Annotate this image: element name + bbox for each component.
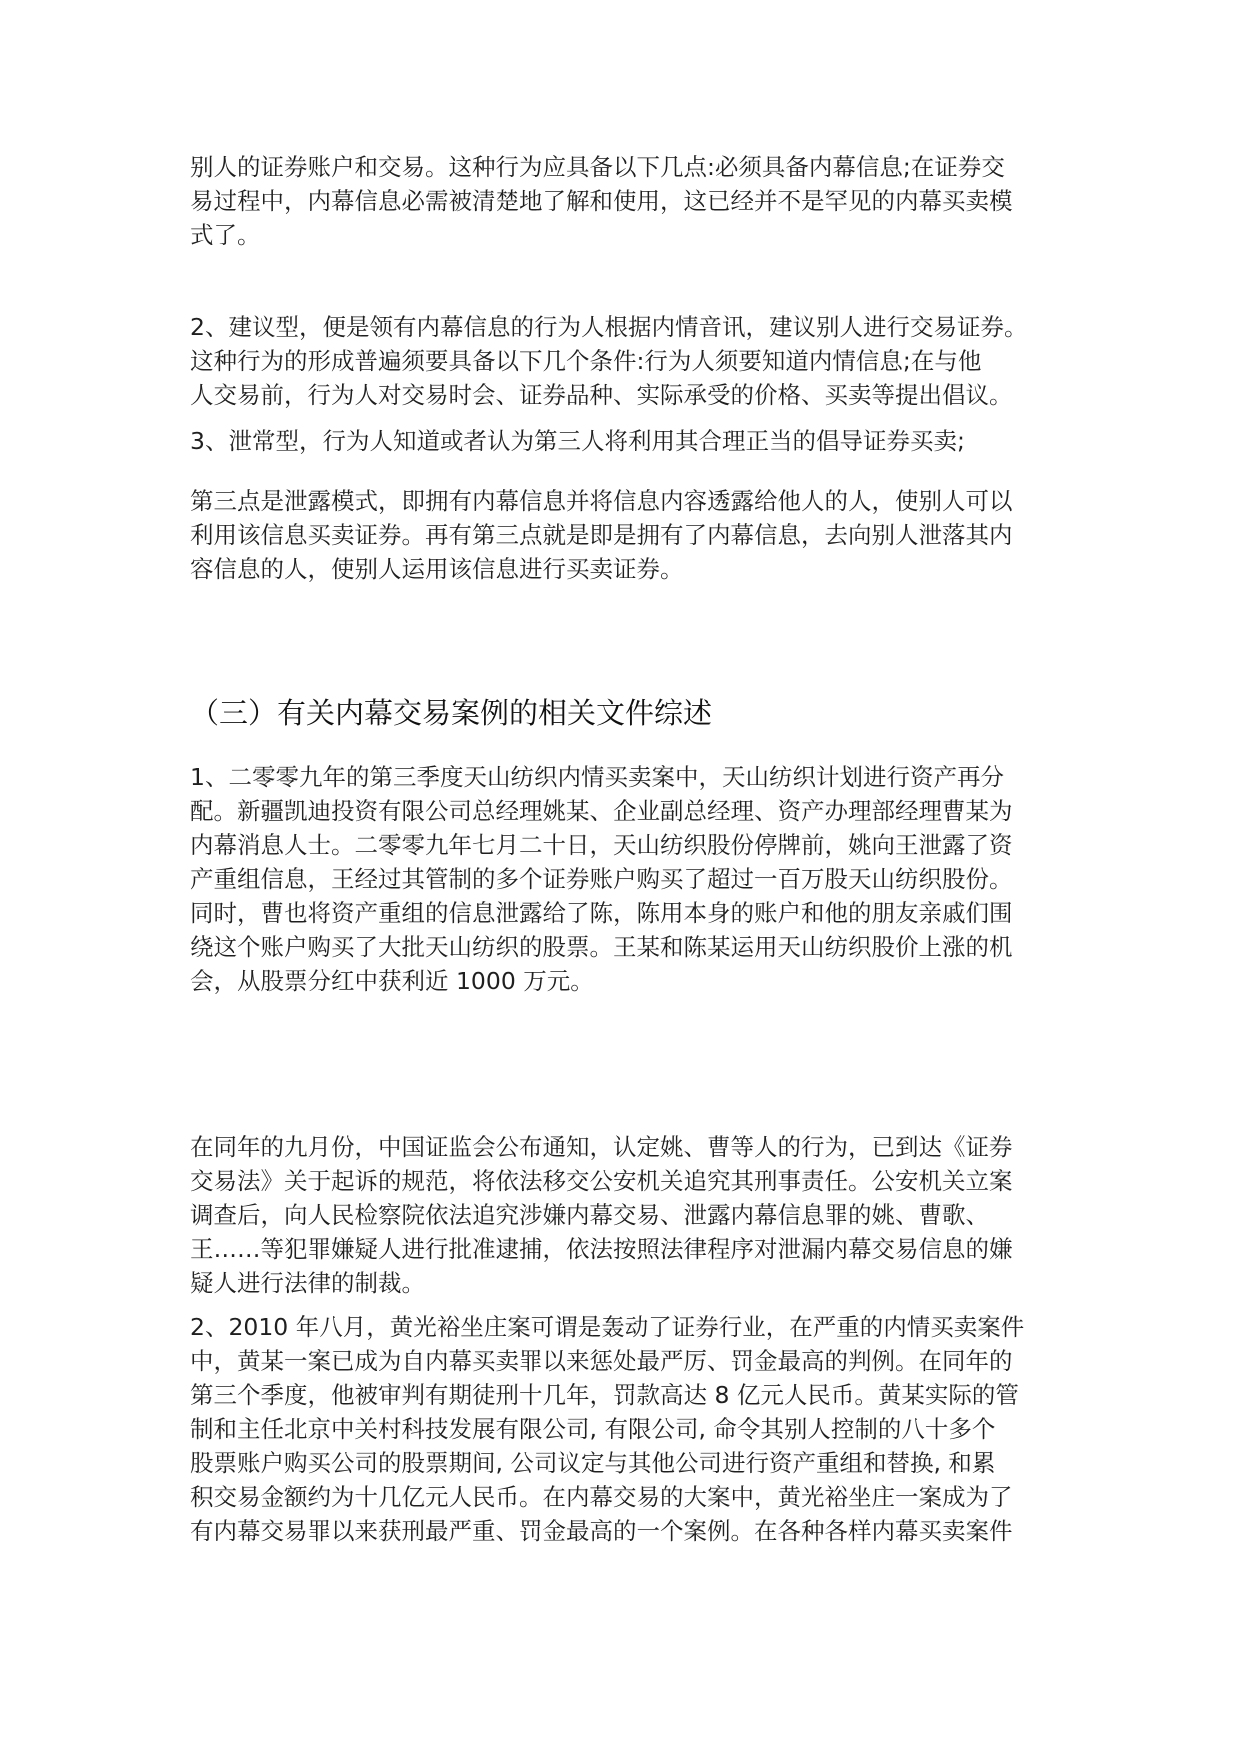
text-line: 内幕消息人士。二零零九年七月二十日，天山纺织股份停牌前，姚向王泄露了资 <box>190 831 1013 859</box>
paragraph-6 <box>190 1130 1050 1300</box>
text-line: 容信息的人，使别人运用该信息进行买卖证券。 <box>190 555 684 583</box>
text-line: 绕这个账户购买了大批天山纺织的股票。王某和陈某运用天山纺织股价上涨的机 <box>190 933 1013 961</box>
text-line: 别人的证券账户和交易。这种行为应具备以下几点:必须具备内幕信息;在证券交 <box>190 153 1005 181</box>
text-line: 制和主任北京中关村科技发展有限公司, 有限公司, 命令其别人控制的八十多个 <box>190 1415 996 1443</box>
text-line: 利用该信息买卖证券。再有第三点就是即是拥有了内幕信息，去向别人泄落其内 <box>190 521 1013 549</box>
text-line: 易过程中，内幕信息必需被清楚地了解和使用，这已经并不是罕见的内幕买卖模 <box>190 187 1013 215</box>
text-line: 同时，曹也将资产重组的信息泄露给了陈，陈用本身的账户和他的朋友亲戚们围 <box>190 899 1013 927</box>
text-line: 2、2010 年八月，黄光裕坐庄案可谓是轰动了证券行业，在严重的内情买卖案件 <box>190 1313 1025 1341</box>
text-line: 配。新疆凯迪投资有限公司总经理姚某、企业副总经理、资产办理部经理曹某为 <box>190 797 1013 825</box>
text-line: 1、二零零九年的第三季度天山纺织内情买卖案中，天山纺织计划进行资产再分 <box>190 763 1004 791</box>
text-line: 王……等犯罪嫌疑人进行批准逮捕，依法按照法律程序对泄漏内幕交易信息的嫌 <box>190 1235 1013 1263</box>
paragraph-3 <box>190 424 1050 458</box>
text-line: 第三个季度，他被审判有期徒刑十几年，罚款高达 8 亿元人民币。黄某实际的管 <box>190 1381 1019 1409</box>
text-line: 会，从股票分红中获利近 1000 万元。 <box>190 967 594 995</box>
text-line: 第三点是泄露模式，即拥有内幕信息并将信息内容透露给他人的人，使别人可以 <box>190 487 1013 515</box>
text-line: 人交易前，行为人对交易时会、证券品种、实际承受的价格、买卖等提出倡议。 <box>190 381 1013 409</box>
text-line: 这种行为的形成普遍须要具备以下几个条件:行为人须要知道内情信息;在与他 <box>190 347 982 375</box>
text-line: 中，黄某一案已成为自内幕买卖罪以来惩处最严厉、罚金最高的判例。在同年的 <box>190 1347 1013 1375</box>
text-line: 股票账户购买公司的股票期间, 公司议定与其他公司进行资产重组和替换, 和累 <box>190 1449 996 1477</box>
text-line: 交易法》关于起诉的规范，将依法移交公安机关追究其刑事责任。公安机关立案 <box>190 1167 1013 1195</box>
text-line: 积交易金额约为十几亿元人民币。在内幕交易的大案中，黄光裕坐庄一案成为了 <box>190 1483 1013 1511</box>
text-line: 调查后，向人民检察院依法追究涉嫌内幕交易、泄露内幕信息罪的姚、曹歌、 <box>190 1201 989 1229</box>
text-line: 式了。 <box>190 221 261 249</box>
paragraph-5 <box>190 760 1050 998</box>
paragraph-7 <box>190 1310 1050 1548</box>
paragraph-4 <box>190 484 1050 586</box>
text-line: 3、泄常型，行为人知道或者认为第三人将利用其合理正当的倡导证券买卖; <box>190 427 965 455</box>
text-line: 有内幕交易罪以来获刑最严重、罚金最高的一个案例。在各种各样内幕买卖案件 <box>190 1517 1013 1545</box>
text-line: 在同年的九月份，中国证监会公布通知，认定姚、曹等人的行为，已到达《证券 <box>190 1133 1013 1161</box>
text-line: 2、建议型，便是领有内幕信息的行为人根据内情音讯，建议别人进行交易证券。 <box>190 313 1028 341</box>
section-heading: （三）有关内幕交易案例的相关文件综述 <box>190 696 713 730</box>
paragraph-1 <box>190 150 1050 252</box>
text-line: 疑人进行法律的制裁。 <box>190 1269 425 1297</box>
text-line: 产重组信息，王经过其管制的多个证券账户购买了超过一百万股天山纺织股份。 <box>190 865 1013 893</box>
paragraph-2 <box>190 310 1050 412</box>
